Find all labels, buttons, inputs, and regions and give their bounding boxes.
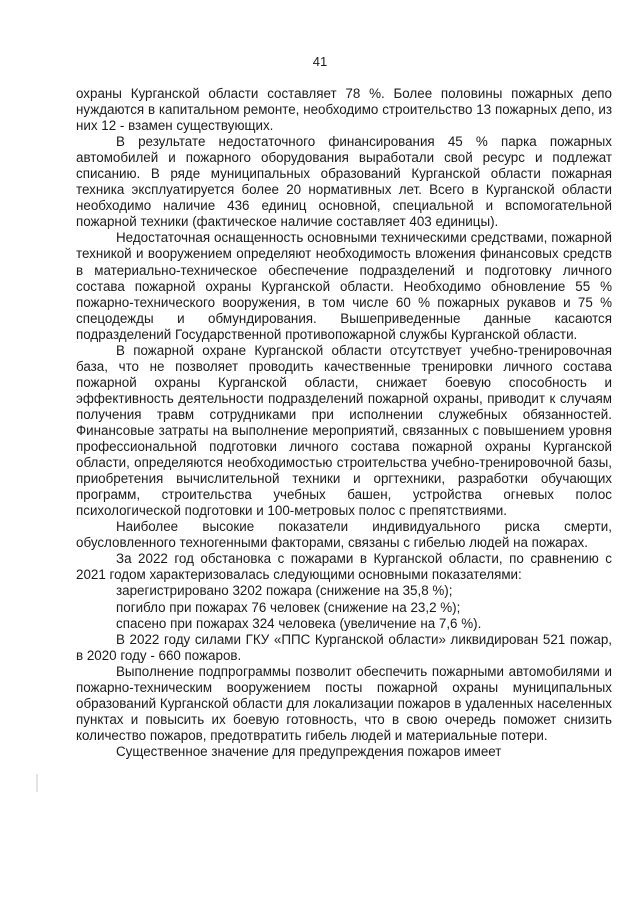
scan-mark <box>36 774 38 792</box>
paragraph-training-base: В пожарной охране Курганской области отсутствует учебно-тренировочная база, что не позволяет проводить качественные тренировки личного состава пожарной охраны Курганской области, снижает боевую способность и эффективность деятельности подразделений пожарной охраны, приводит к случаям получения травм сотрудниками при исполнении служебных обязанностей. Финансовые затраты на выполнение мероприятий, связанных с повышением уровня профессиональной подготовки личного состава пожарной охраны Курганской области, определяются необходимостью строительства учебно-тренировочной базы, приобретения вычислительной техники и оргтехники, разработки обучающих программ, строительства учебных башен, устройства огневых полос психологической подготовки и 100-метровых полос с препятствиями. <box>76 342 612 519</box>
paragraph-fires-extinguished: В 2022 году силами ГКУ «ППС Курганской области» ликвидирован 521 пожар, в 2020 году - 660 пожаров. <box>76 631 612 663</box>
paragraph-fire-statistics-intro: За 2022 год обстановка с пожарами в Курганской области, по сравнению с 2021 годом характеризовалась следующими основными показателями: <box>76 551 612 583</box>
page-number: 41 <box>312 54 328 69</box>
statistic-registered-fires: зарегистрировано 3202 пожара (снижение на 35,8 %); <box>116 583 453 599</box>
paragraph-technical-equipment: Недостаточная оснащенность основными техническими средствами, пожарной техникой и вооружением определяют необходимость вложения финансовых средств в материально-техническое обеспечение подразделений и подготовку личного состава пожарной охраны Курганской области. Необходимо обновление 55 % пожарно-технического вооружения, в том числе 60 % пожарных рукавов и 75 % спецодежды и обмундирования. Вышеприведенные данные касаются подразделений Государственной противопожарной службы Курганской области. <box>76 230 612 342</box>
statistic-deaths: погибло при пожарах 76 человек (снижение на 23,2 %); <box>116 599 461 615</box>
paragraph-individual-risk: Наиболее высокие показатели индивидуального риска смерти, обусловленного техногенными факторами, связаны с гибелью людей на пожарах. <box>76 519 612 551</box>
paragraph-subprogram-outcome: Выполнение подпрограммы позволит обеспечить пожарными автомобилями и пожарно-техническим вооружением посты пожарной охраны муниципальных образований Курганской области для локализации пожаров в удаленных населенных пунктах и повысить их боевую готовность, что в свою очередь поможет снизить количество пожаров, предотвратить гибель людей и материальные потери. <box>76 663 612 743</box>
paragraph-equipment-funding: В результате недостаточного финансирования 45 % парка пожарных автомобилей и пожарного оборудования выработали свой ресурс и подлежат списанию. В ряде муниципальных образований Курганской области пожарная техника эксплуатируется более 20 нормативных лет. Всего в Курганской области необходимо наличие 436 единиц основной, специальной и вспомогательной пожарной техники (фактическое наличие составляет 403 единицы). <box>76 134 612 230</box>
paragraph-prevention: Существенное значение для предупреждения пожаров имеет <box>116 743 502 759</box>
statistic-rescued: спасено при пожарах 324 человека (увеличение на 7,6 %). <box>116 615 482 631</box>
body-text <box>76 86 612 760</box>
paragraph-fire-depots: охраны Курганской области составляет 78 %. Более половины пожарных депо нуждаются в капитальном ремонте, необходимо строительство 13 пожарных депо, из них 12 - взамен существующих. <box>76 86 612 134</box>
